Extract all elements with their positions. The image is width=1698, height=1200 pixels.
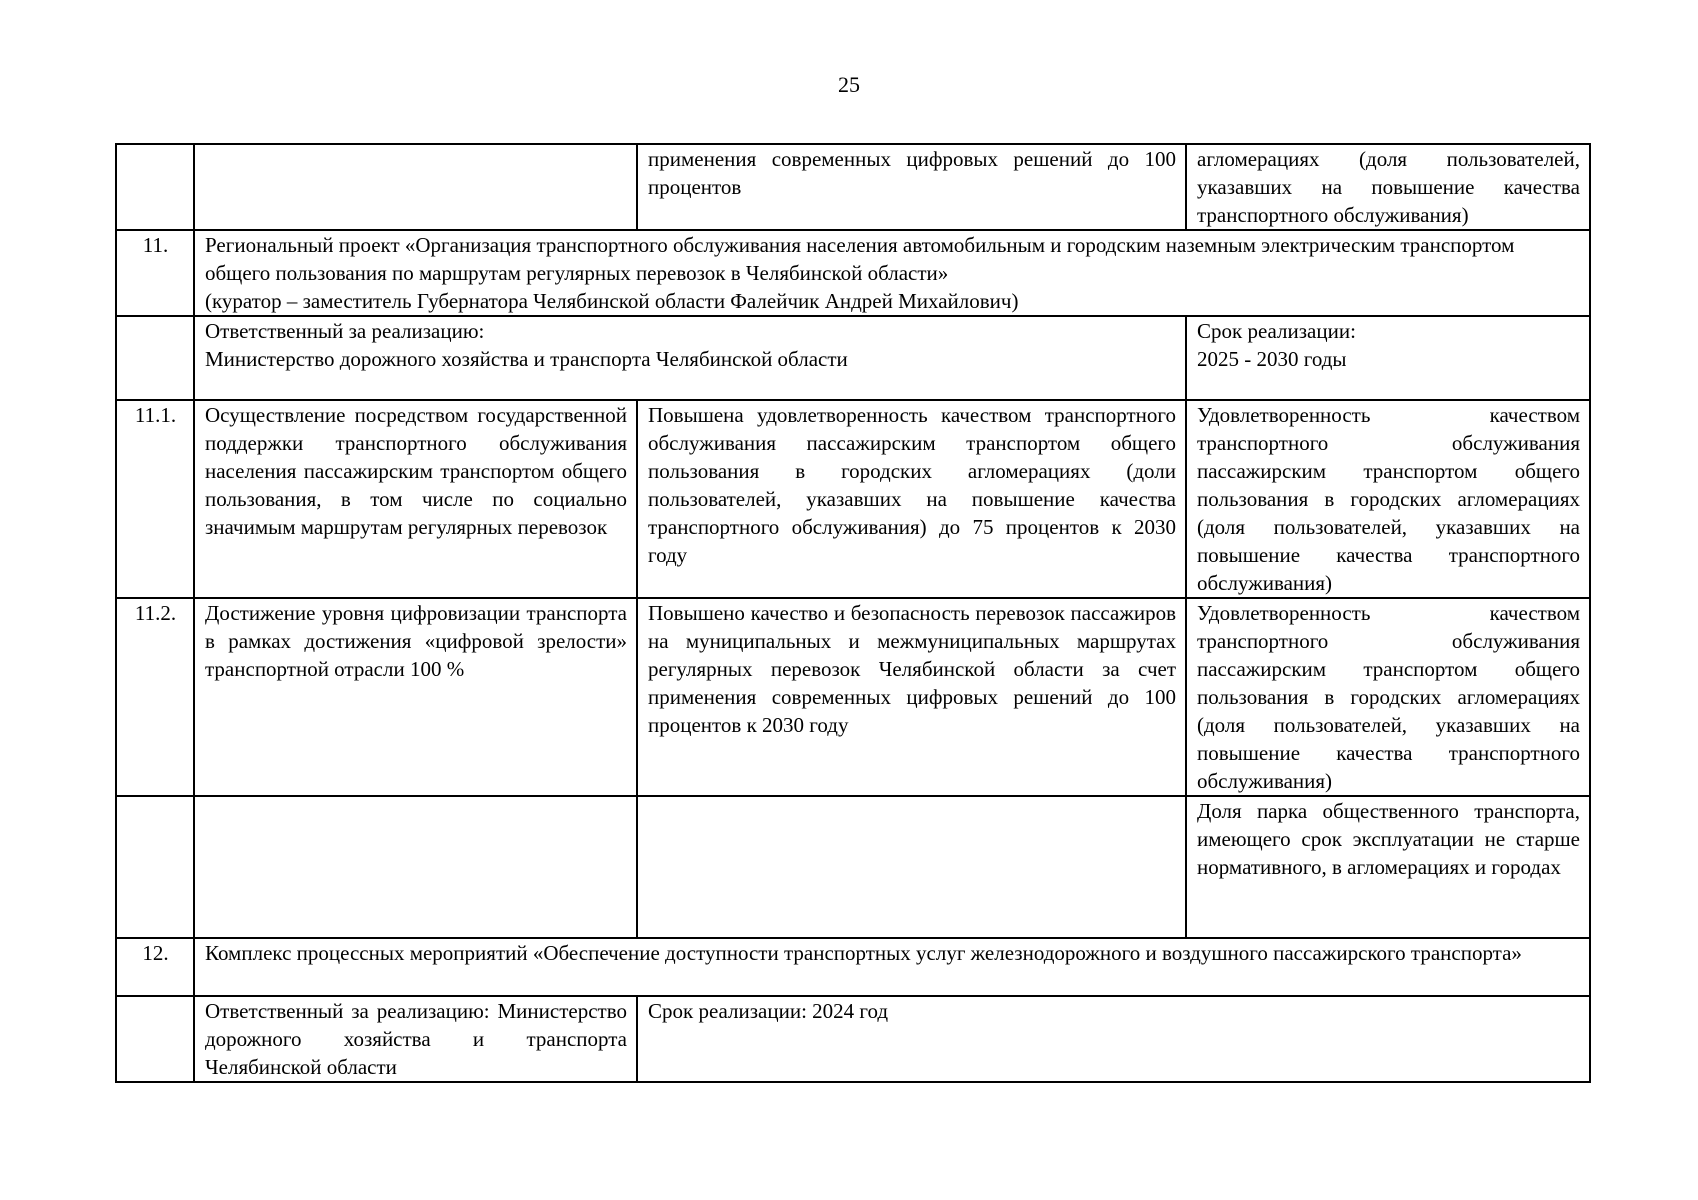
cell-responsible bbox=[194, 316, 1186, 400]
cell-indicator: Удовлетворенность качеством транспортного обслуживания пассажирским транспортом общего пользования в городских агломерациях (доля пользователей, указавших на повышение качества транспортного обслуживания) bbox=[1186, 400, 1590, 598]
cell-indicator: агломерациях (доля пользователей, указавших на повышение качества транспортного обслуживания) bbox=[1186, 144, 1590, 230]
cell-project-title: Комплекс процессных мероприятий «Обеспечение доступности транспортных услуг железнодорожного и воздушного пассажирского транспорта» bbox=[194, 938, 1590, 996]
cell-number bbox=[116, 796, 194, 938]
cell-term bbox=[1186, 316, 1590, 400]
cell-number: 11. bbox=[116, 230, 194, 316]
table-row-responsible-11 bbox=[116, 316, 1590, 400]
cell-project-title bbox=[194, 230, 1590, 316]
table-row-11-2 bbox=[116, 598, 1590, 796]
cell-task bbox=[194, 144, 637, 230]
cell-number bbox=[116, 144, 194, 230]
cell-term: Срок реализации: 2024 год bbox=[637, 996, 1590, 1082]
cell-indicator: Доля парка общественного транспорта, имеющего срок эксплуатации не старше нормативного, в агломерациях и городах bbox=[1186, 796, 1590, 938]
page-number: 25 bbox=[838, 72, 860, 97]
cell-number bbox=[116, 996, 194, 1082]
table-row-project-12 bbox=[116, 938, 1590, 996]
term-value: 2025 - 2030 годы bbox=[1197, 347, 1347, 371]
table-row-11-2-indicator bbox=[116, 796, 1590, 938]
responsible-label: Ответственный за реализацию: bbox=[205, 319, 485, 343]
measures-table bbox=[115, 143, 1591, 1083]
cell-result: Повышена удовлетворенность качеством транспортного обслуживания пассажирским транспортом общего пользования в городских агломерациях (доли пользователей, указавших на повышение качества транспортного обслуживания) до 75 процентов к 2030 году bbox=[637, 400, 1186, 598]
cell-result: применения современных цифровых решений до 100 процентов bbox=[637, 144, 1186, 230]
cell-number: 12. bbox=[116, 938, 194, 996]
cell-indicator: Удовлетворенность качеством транспортного обслуживания пассажирским транспортом общего пользования в городских агломерациях (доля пользователей, указавших на повышение качества транспортного обслуживания) bbox=[1186, 598, 1590, 796]
responsible-value: Министерство дорожного хозяйства и транспорта Челябинской области bbox=[205, 347, 848, 371]
project-curator: (куратор – заместитель Губернатора Челябинской области Фалейчик Андрей Михайлович) bbox=[205, 289, 1019, 313]
table-row-11-1 bbox=[116, 400, 1590, 598]
cell-result: Повышено качество и безопасность перевозок пассажиров на муниципальных и межмуниципальных маршрутах регулярных перевозок Челябинской области за счет применения современных цифровых решений до 100 процентов к 2030 году bbox=[637, 598, 1186, 796]
table-row-responsible-12 bbox=[116, 996, 1590, 1082]
cell-task: Осуществление посредством государственной поддержки транспортного обслуживания населения пассажирским транспортом общего пользования, в том числе по социально значимым маршрутам регулярных перевозок bbox=[194, 400, 637, 598]
cell-result bbox=[637, 796, 1186, 938]
project-title: Региональный проект «Организация транспортного обслуживания населения автомобильным и городским наземным электрическим транспортом общего пользования по маршрутам регулярных перевозок в Челябинской области» bbox=[205, 233, 1515, 285]
table-row-continuation bbox=[116, 144, 1590, 230]
cell-task bbox=[194, 796, 637, 938]
term-label: Срок реализации: bbox=[1197, 319, 1356, 343]
cell-number: 11.1. bbox=[116, 400, 194, 598]
cell-number: 11.2. bbox=[116, 598, 194, 796]
cell-task: Достижение уровня цифровизации транспорта в рамках достижения «цифровой зрелости» транспортной отрасли 100 % bbox=[194, 598, 637, 796]
table-row-project-11 bbox=[116, 230, 1590, 316]
cell-responsible: Ответственный за реализацию: Министерство дорожного хозяйства и транспорта Челябинской области bbox=[194, 996, 637, 1082]
cell-number bbox=[116, 316, 194, 400]
